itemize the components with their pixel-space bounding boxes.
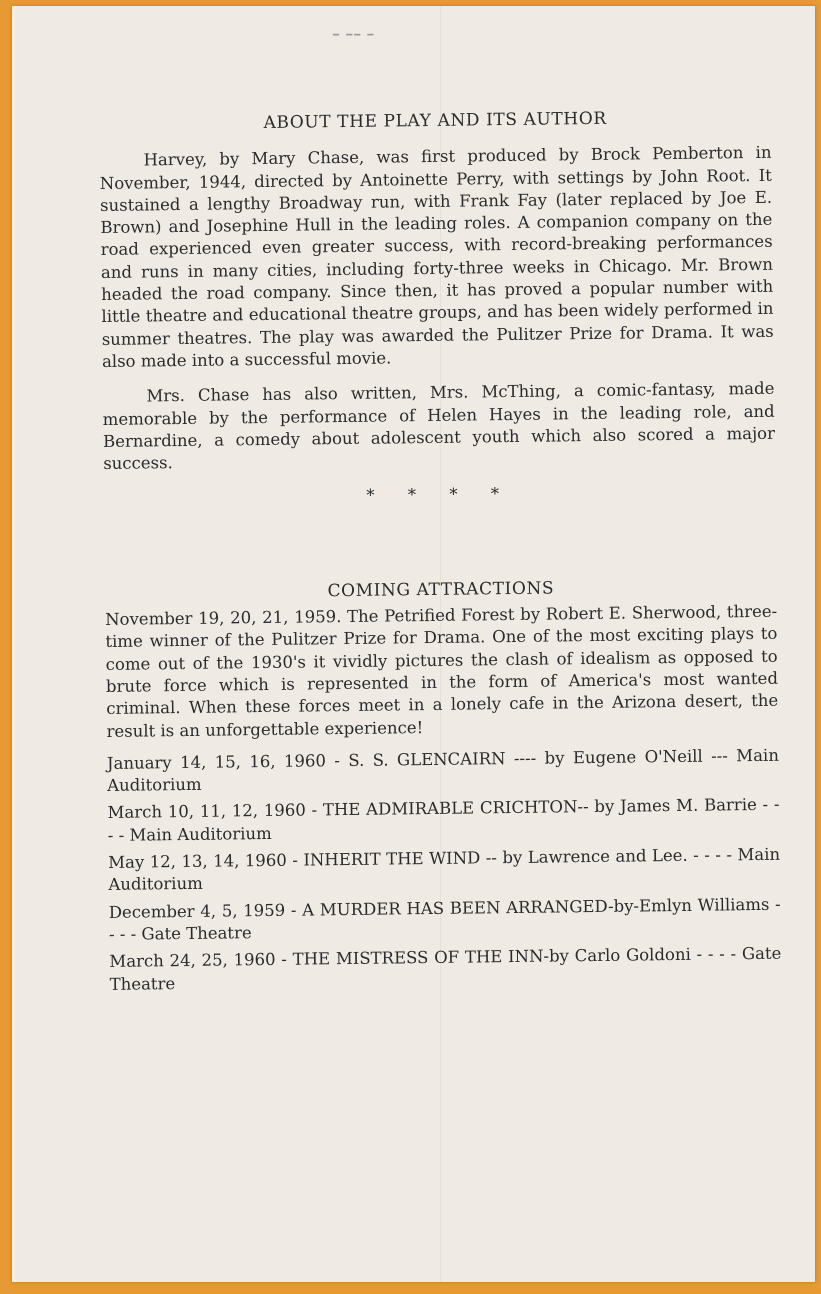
- coming-attractions-intro: November 19, 20, 21, 1959. The Petrified Forest by Robert E. Sherwood, three-time winner of the Pulitzer Prize for Drama. One of the most exciting plays to come out of the 1930's it vividly pictures the clash of idealism as opposed to brute force which is represented in the form of America's most wanted criminal. When these forces meet in a lonely cafe in the Arizona desert, the result is an unforgettable experience!: [105, 601, 779, 741]
- staple-mark-icon: ━ ━━ ━: [333, 30, 376, 41]
- attraction-entry: January 14, 15, 16, 1960 - S. S. GLENCAIRN ---- by Eugene O'Neill --- Main Auditorium: [106, 745, 779, 796]
- coming-attractions-section: [105, 575, 782, 996]
- coming-attractions-heading: COMING ATTRACTIONS: [327, 578, 555, 601]
- about-section: [99, 106, 776, 511]
- attraction-entry: March 24, 25, 1960 - THE MISTRESS OF THE INN-by Carlo Goldoni - - - - Gate Theatre: [109, 943, 782, 994]
- section-separator: * * * *: [366, 484, 514, 506]
- about-paragraph-2: Mrs. Chase has also written, Mrs. McThing, a comic-fantasy, made memorable by the performance of Helen Hayes in the leading role, and Bernardine, a comedy about adolescent youth which also scored a major success.: [102, 379, 776, 474]
- attraction-entry: May 12, 13, 14, 1960 - INHERIT THE WIND -- by Lawrence and Lee. - - - - Main Auditorium: [108, 844, 781, 895]
- page-content: [99, 106, 782, 1001]
- program-page: [12, 6, 815, 1282]
- about-heading: ABOUT THE PLAY AND ITS AUTHOR: [263, 108, 607, 133]
- about-paragraph-1: Harvey, by Mary Chase, was first produced by Brock Pemberton in November, 1944, directed by Antoinette Perry, with settings by John Root. It sustained a lengthy Broadway run, with Frank Fay (later replaced by Joe E. Brown) and Josephine Hull in the leading roles. A companion company on the road experienced even greater success, with record-breaking performances and runs in many cities, including forty-three weeks in Chicago. Mr. Brown headed the road company. Since then, it has proved a popular number with little theatre and educational theatre groups, and has been widely performed in summer theatres. The play was awarded the Pulitzer Prize for Drama. It was also made into a successful movie.: [99, 143, 774, 371]
- attraction-entry: December 4, 5, 1959 - A MURDER HAS BEEN ARRANGED-by-Emlyn Williams - - - - Gate Theatre: [108, 894, 781, 944]
- attraction-entry: March 10, 11, 12, 1960 - THE ADMIRABLE CRICHTON-- by James M. Barrie - - - - Main Auditorium: [107, 795, 780, 845]
